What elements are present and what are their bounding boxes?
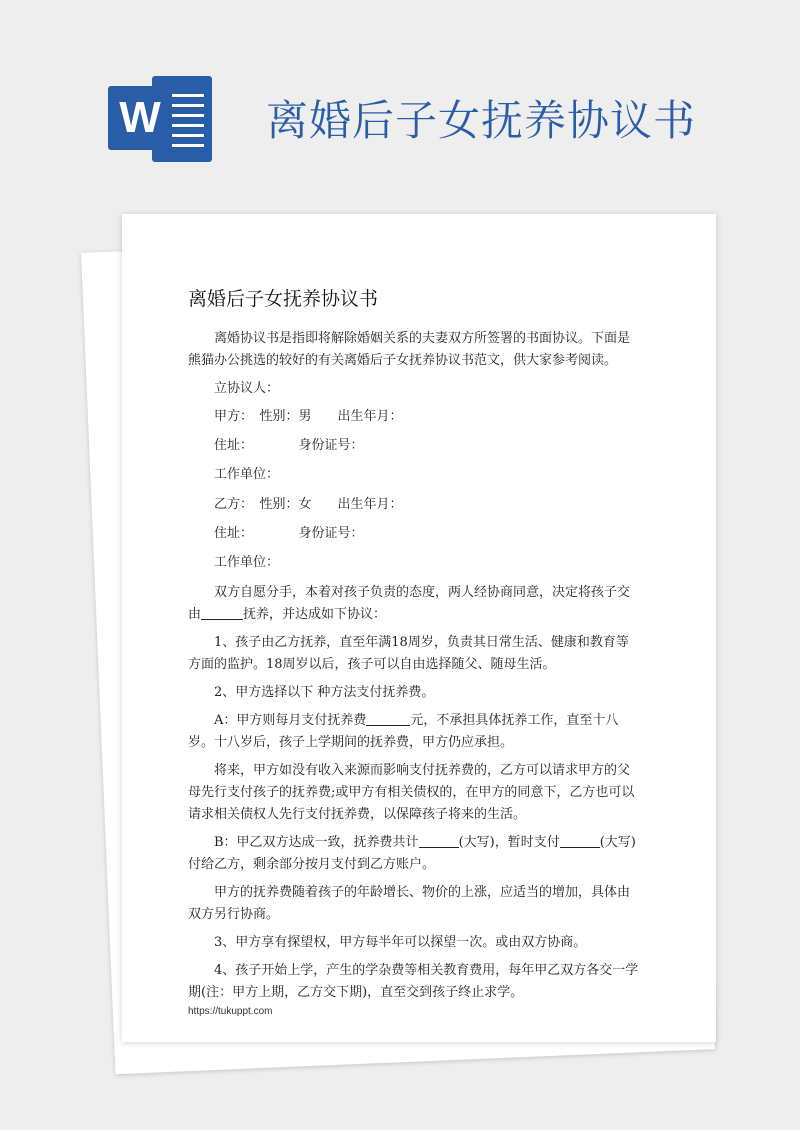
- future-line-3: 请求相关债权人先行支付抚养费，以保障孩子将来的生活。: [188, 807, 527, 822]
- word-icon-letter: W: [108, 86, 172, 150]
- growth-line-2: 双方另行协商。: [188, 907, 280, 922]
- initial-payment-blank: [560, 833, 600, 848]
- future-line-2: 母先行支付孩子的抚养费;或甲方有相关债权的，在甲方的同意下，乙方也可以: [188, 785, 635, 800]
- item-a-line-2: 岁。十八岁后，孩子上学期间的抚养费，甲方仍应承担。: [188, 735, 514, 750]
- growth-line-1: 甲方的抚养费随着孩子的年龄增长、物价的上涨，应适当的增加，具体由: [214, 885, 631, 900]
- item-b-text: (大写): [599, 835, 636, 850]
- item-a-text: A：甲方则每月支付抚养费: [214, 713, 367, 728]
- document-page: [122, 214, 716, 1042]
- footer-url: https://tukuppt.com: [188, 1006, 273, 1017]
- party-a-work: 工作单位：: [214, 467, 280, 482]
- agreement-text: 抚养，并达成如下协议：: [243, 607, 387, 622]
- party-b-address: 住址： 身份证号：: [214, 526, 364, 541]
- item-a-line-1: [188, 710, 668, 732]
- item-b-text: B：甲乙双方达成一致，抚养费共计: [214, 835, 419, 850]
- party-a-line: 甲方： 性别：男 出生年月：: [214, 409, 403, 424]
- party-b-work: 工作单位：: [214, 555, 280, 570]
- monthly-fee-blank: [366, 711, 410, 726]
- custodian-blank: [201, 605, 243, 620]
- item-1-line-2: 方面的监护。18周岁以后，孩子可以自由选择随父、随母生活。: [188, 657, 556, 672]
- party-header: 立协议人：: [214, 381, 280, 396]
- agreement-text: 由: [188, 607, 202, 622]
- total-fee-blank: [419, 833, 459, 848]
- future-line-1: 将来，甲方如没有收入来源而影响支付抚养费的，乙方可以请求甲方的父: [214, 763, 631, 778]
- party-a-address: 住址： 身份证号：: [214, 438, 364, 453]
- party-b-line: 乙方： 性别：女 出生年月：: [214, 497, 403, 512]
- agreement-line-2: [188, 604, 668, 626]
- item-a-text: 元，不承担具体抚养工作，直至十八: [410, 713, 619, 728]
- item-2: 2、甲方选择以下 种方法支付抚养费。: [214, 685, 435, 700]
- item-b-line-1: [188, 832, 668, 854]
- item-3: 3、甲方享有探望权，甲方每半年可以探望一次。或由双方协商。: [214, 935, 587, 950]
- item-b-text: (大写)，暂时支付: [458, 835, 560, 850]
- item-4-line-1: 4、孩子开始上学，产生的学杂费等相关教育费用，每年甲乙双方各交一学: [214, 963, 639, 978]
- word-icon: [108, 74, 218, 166]
- intro-line-1: 离婚协议书是指即将解除婚姻关系的夫妻双方所签署的书面协议。下面是: [214, 331, 631, 346]
- agreement-line-1: 双方自愿分手，本着对孩子负责的态度，两人经协商同意，决定将孩子交: [214, 585, 631, 600]
- header-title: 离婚后子女抚养协议书: [266, 96, 697, 145]
- item-b-line-2: 付给乙方，剩余部分按月支付到乙方账户。: [188, 857, 436, 872]
- document-title: 离婚后子女抚养协议书: [188, 288, 379, 310]
- item-4-line-2: 期(注：甲方上期，乙方交下期)，直至交到孩子终止求学。: [188, 985, 524, 1000]
- intro-line-2: 熊猫办公挑选的较好的有关离婚后子女抚养协议书范文，供大家参考阅读。: [188, 353, 618, 368]
- header: [0, 0, 800, 200]
- item-1-line-1: 1、孩子由乙方抚养，直至年满18周岁，负责其日常生活、健康和教育等: [214, 635, 629, 650]
